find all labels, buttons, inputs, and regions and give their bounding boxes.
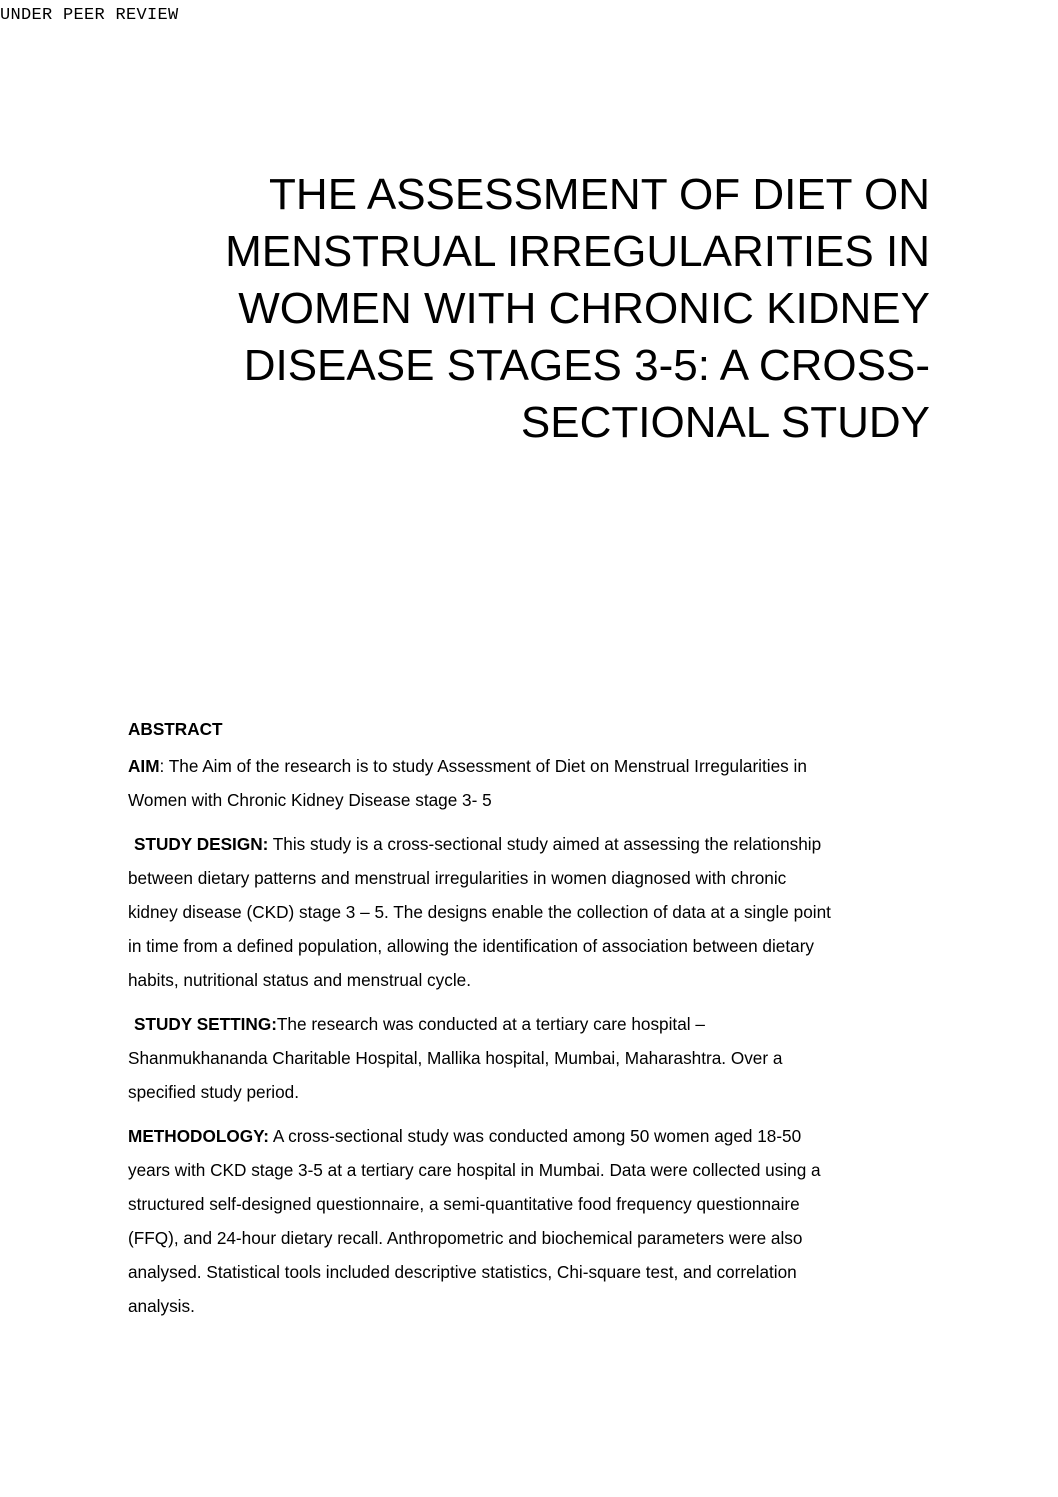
study-design-label: STUDY DESIGN: [134,834,269,854]
title-line: SECTIONAL STUDY [520,398,930,447]
study-design-text: This study is a cross-sectional study aimed at assessing the relationship [268,834,822,854]
title-line: MENSTRUAL IRREGULARITIES IN [225,227,930,276]
methodology-line [128,1119,933,1153]
methodology-text: A cross-sectional study was conducted among 50 women aged 18-50 [269,1126,802,1146]
aim-line [128,749,933,783]
study-setting-text: The research was conducted at a tertiary care hospital – [276,1014,705,1034]
aim-paragraph [128,749,933,817]
study-setting-line: Shanmukhananda Charitable Hospital, Mallika hospital, Mumbai, Maharashtra. Over a [128,1048,783,1068]
study-design-line: between dietary patterns and menstrual irregularities in women diagnosed with chronic [128,868,787,888]
study-setting-paragraph [128,1007,933,1109]
methodology-line: analysed. Statistical tools included descriptive statistics, Chi-square test, and correlation [128,1262,797,1282]
methodology-line: (FFQ), and 24-hour dietary recall. Anthropometric and biochemical parameters were also [128,1228,803,1248]
title-line: THE ASSESSMENT OF DIET ON [269,170,930,219]
paper-title [150,166,930,451]
study-setting-line: specified study period. [128,1082,300,1102]
aim-line: Women with Chronic Kidney Disease stage 3- 5 [128,790,492,810]
aim-label: AIM [128,756,160,776]
abstract-heading: ABSTRACT [128,719,223,739]
study-design-line: in time from a defined population, allowing the identification of association between dietary [128,936,815,956]
methodology-line: analysis. [128,1296,195,1316]
study-design-paragraph [128,827,933,997]
methodology-label: METHODOLOGY: [128,1126,269,1146]
study-setting-line [128,1007,933,1041]
study-setting-label: STUDY SETTING: [134,1014,277,1034]
peer-review-watermark: UNDER PEER REVIEW [0,6,179,25]
methodology-line: years with CKD stage 3-5 at a tertiary care hospital in Mumbai. Data were collected using a [128,1160,821,1180]
methodology-line: structured self-designed questionnaire, a semi-quantitative food frequency questionnaire [128,1194,800,1214]
study-design-line [128,827,933,861]
title-line: DISEASE STAGES 3-5: A CROSS- [243,341,930,390]
title-line: WOMEN WITH CHRONIC KIDNEY [238,284,930,333]
study-design-line: kidney disease (CKD) stage 3 – 5. The designs enable the collection of data at a single point [128,902,831,922]
aim-text: : The Aim of the research is to study Assessment of Diet on Menstrual Irregularities in [159,756,807,776]
methodology-paragraph [128,1119,933,1323]
abstract-section [128,715,933,1333]
study-design-line: habits, nutritional status and menstrual cycle. [128,970,471,990]
